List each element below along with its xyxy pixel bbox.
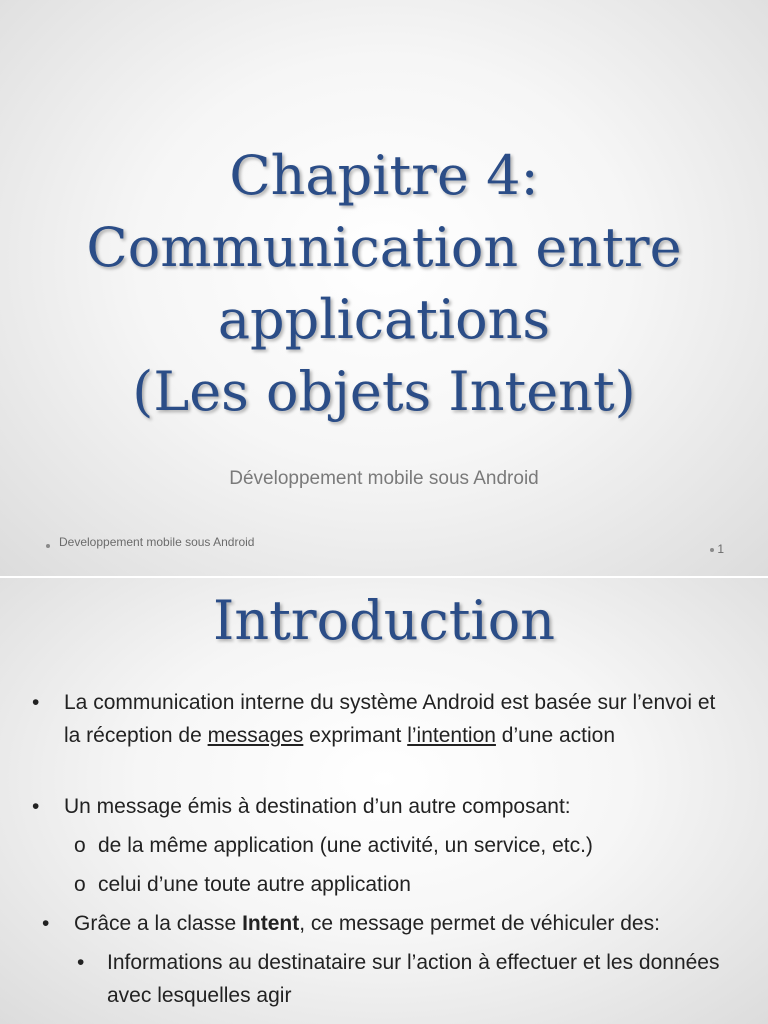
footer-bullet-icon xyxy=(46,544,50,548)
footer-text: Developpement mobile sous Android xyxy=(59,535,255,549)
bullet-text: , ce message permet de véhiculer des: xyxy=(299,912,660,935)
bullet-item-communication xyxy=(32,686,734,752)
sub-bullet-marker: o xyxy=(74,873,86,896)
bullet-item-message xyxy=(32,790,744,823)
bullet-marker: • xyxy=(32,795,40,818)
title-line-2: Communication entre xyxy=(86,216,682,279)
bullet-marker: • xyxy=(32,691,40,714)
underlined-term-messages: messages xyxy=(207,724,304,747)
slide-title-heading xyxy=(40,140,728,428)
bullet-text: exprimant xyxy=(303,724,408,747)
bullet-marker: • xyxy=(42,912,50,935)
sub-bullet-marker: • xyxy=(77,951,85,974)
bullet-text: La communication interne du système Android est basée sur l’envoi et la réception de xyxy=(64,691,716,747)
bullet-text: d’une action xyxy=(495,724,616,747)
bullet-text: Grâce a la classe xyxy=(74,912,243,935)
page-number-text: 1 xyxy=(717,542,724,556)
sub-bullet-text: celui d’une toute autre application xyxy=(98,873,411,896)
slide-footer xyxy=(46,535,259,550)
slide-page-number xyxy=(710,542,724,556)
bold-term-intent: Intent xyxy=(242,912,300,935)
sub-bullet-text: Informations au destinataire sur l’action à effectuer et les données avec lesquelles agir xyxy=(107,951,720,1007)
sub-bullet-item-other-app xyxy=(74,868,738,901)
slide-subtitle: Développement mobile sous Android xyxy=(229,468,539,489)
title-line-4: (Les objets Intent) xyxy=(132,360,636,423)
slide-introduction xyxy=(0,578,768,1024)
sub-bullet-item-same-app xyxy=(74,829,738,862)
underlined-term-intention: l’intention xyxy=(407,724,496,747)
introduction-title: Introduction xyxy=(213,589,555,652)
sub-bullet-item-informations xyxy=(77,946,727,1012)
bullet-text: Un message émis à destination d’un autre composant: xyxy=(64,795,571,818)
sub-bullet-marker: o xyxy=(74,834,86,857)
sub-bullet-text: de la même application (une activité, un service, etc.) xyxy=(98,834,593,857)
title-line-3: applications xyxy=(217,288,551,351)
page-number-bullet-icon xyxy=(710,548,714,552)
title-line-1: Chapitre 4: xyxy=(229,144,539,207)
bullet-item-intent xyxy=(42,907,754,940)
